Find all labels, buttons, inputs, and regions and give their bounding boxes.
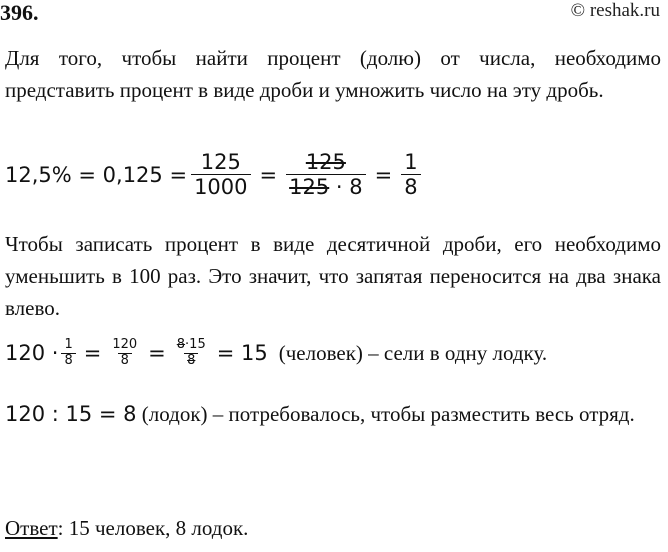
paragraph-boats: [5, 398, 661, 430]
equation2-start: 120 ·: [5, 341, 59, 366]
denominator-rest: · 8: [329, 175, 363, 200]
fraction-numerator: 125: [200, 150, 241, 174]
problem-number: 396.: [0, 0, 39, 25]
equals-sign: =: [148, 341, 166, 366]
paragraph-decimal-explanation: Чтобы записать процент в виде десятичной дроби, его необходимо уменьшить в 100 раз. Это значит, что запятая переносится на два знака влево.: [5, 232, 661, 320]
equals-result: = 15: [216, 341, 268, 366]
fraction-numerator: [174, 338, 209, 353]
fraction-numerator: 120: [112, 337, 138, 352]
fraction-cancelled-small: [174, 338, 209, 369]
fraction-120-8: [109, 338, 140, 369]
numerator-rest: ·15: [185, 337, 206, 352]
answer-value: : 15 человек, 8 лодок.: [57, 516, 249, 540]
fraction-125-1000: [191, 150, 250, 199]
equation2-tail: (человек) – сели в одну лодку.: [278, 340, 548, 365]
fraction-cancelled: [286, 150, 365, 199]
site-watermark: © reshak.ru: [570, 0, 660, 21]
fraction-denominator: 1000: [191, 174, 250, 199]
equation1-lhs: 12,5% = 0,125 =: [5, 162, 188, 187]
boats-text: (лодок) – потребовалось, чтобы разместить весь отряд.: [136, 402, 635, 426]
equals-sign: =: [374, 162, 393, 187]
fraction-numerator: 1: [404, 150, 418, 174]
equals-sign: =: [259, 162, 278, 187]
fraction-1-8: [401, 150, 420, 199]
fraction-numerator-cancelled: 125: [305, 150, 346, 174]
paragraph-intro: Для того, чтобы найти процент (долю) от числа, необходимо представить процент в виде дроби и умножить число на эту дробь.: [5, 46, 661, 102]
boats-equation: 120 : 15 = 8: [5, 402, 137, 426]
fraction-denominator: 8: [118, 353, 132, 369]
fraction-1-8-small: [61, 338, 75, 369]
denominator-cancelled-part: 125: [289, 175, 330, 200]
answer-label: Ответ: [5, 516, 58, 540]
fraction-denominator: [286, 174, 365, 199]
fraction-denominator-cancelled: 8: [184, 353, 198, 369]
equation-percent-to-fraction: [5, 150, 425, 199]
fraction-denominator: 8: [61, 353, 75, 369]
numerator-cancelled-part: 8: [176, 337, 186, 352]
answer-line: [5, 516, 248, 541]
fraction-numerator: 1: [64, 337, 73, 352]
equals-sign: =: [83, 341, 102, 366]
fraction-denominator: 8: [401, 174, 420, 199]
equation-people-per-boat: [5, 338, 547, 369]
